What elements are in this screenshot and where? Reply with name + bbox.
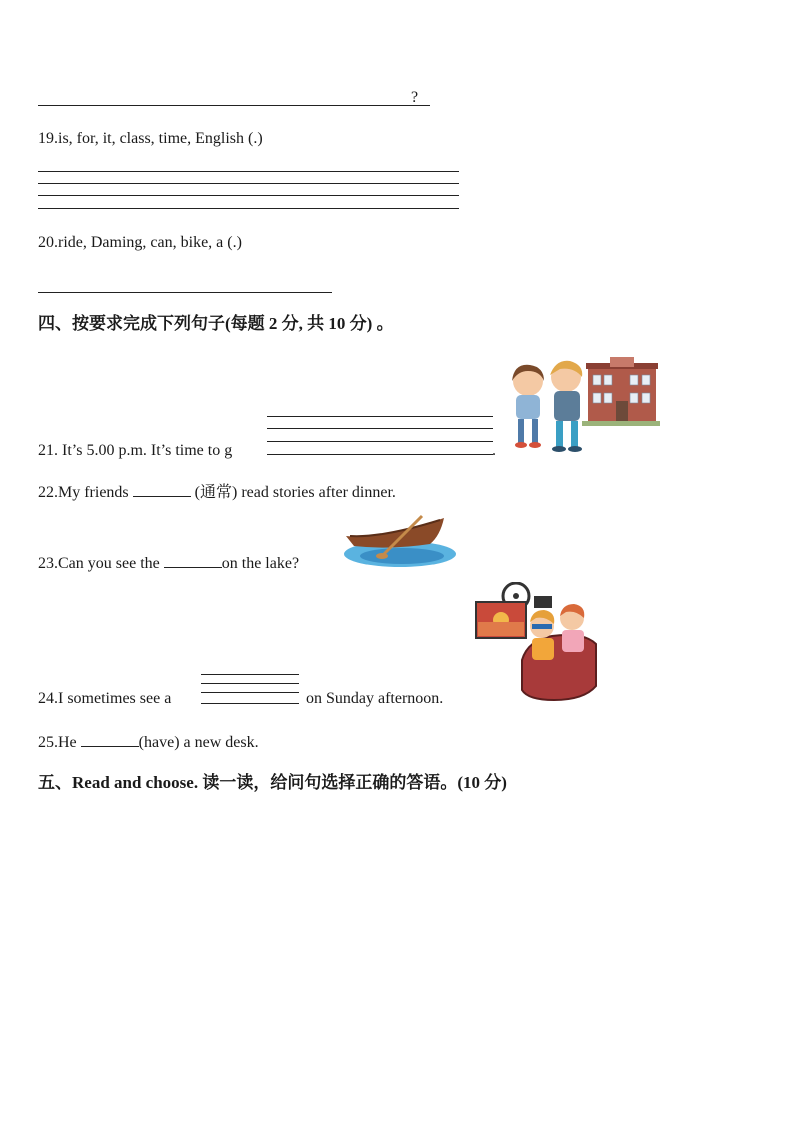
q25-line bbox=[38, 732, 259, 753]
q22-prompt: 22.My friends bbox=[38, 484, 129, 501]
q21-answer-line-4[interactable] bbox=[267, 454, 493, 455]
q24-answer-line-1[interactable] bbox=[201, 674, 299, 675]
q21-answer-line-2[interactable] bbox=[267, 428, 493, 429]
section-5-heading-en: 五、Read and choose. bbox=[38, 773, 199, 792]
q24-prompt: 24.I sometimes see a bbox=[38, 690, 172, 707]
kids-school-illustration bbox=[500, 357, 660, 457]
q23-line bbox=[38, 553, 299, 574]
q20-answer-line[interactable] bbox=[38, 292, 332, 293]
section-5-heading-cn: 读一读，给问句选择正确的答语。(10 分) bbox=[202, 773, 507, 792]
q22-hint: (通常) read stories after dinner. bbox=[194, 484, 396, 501]
q21-end-period: . bbox=[492, 442, 496, 459]
family-film-illustration bbox=[474, 582, 600, 706]
q21-prompt: 21. It’s 5.00 p.m. It’s time to g bbox=[38, 442, 233, 459]
q19-answer-line-4[interactable] bbox=[38, 208, 459, 209]
q21-answer-line-3[interactable] bbox=[267, 441, 493, 442]
q24-suffix: on Sunday afternoon. bbox=[306, 690, 444, 707]
q19-answer-line-1[interactable] bbox=[38, 171, 459, 172]
q24-answer-line-2[interactable] bbox=[201, 683, 299, 684]
q25-prompt: 25.He bbox=[38, 734, 77, 751]
section-4-heading: 四、按要求完成下列句子(每题 2 分, 共 10 分) 。 bbox=[38, 314, 394, 333]
q19-answer-line-3[interactable] bbox=[38, 195, 459, 196]
rowboat-illustration bbox=[340, 510, 458, 572]
q18-question-mark: ? bbox=[411, 89, 419, 106]
q24-answer-line-4[interactable] bbox=[201, 703, 299, 704]
q25-suffix: (have) a new desk. bbox=[138, 734, 259, 751]
q20-prompt: 20.ride, Daming, can, bike, a (.) bbox=[38, 234, 242, 251]
section-5-heading bbox=[38, 773, 507, 793]
q23-blank[interactable] bbox=[164, 553, 222, 568]
q18-answer-line[interactable] bbox=[38, 105, 430, 106]
q19-prompt: 19.is, for, it, class, time, English (.) bbox=[38, 130, 263, 147]
q25-blank[interactable] bbox=[81, 732, 139, 747]
q21-answer-line-1[interactable] bbox=[267, 416, 493, 417]
q19-answer-line-2[interactable] bbox=[38, 183, 459, 184]
q22-blank[interactable] bbox=[133, 482, 191, 497]
q22-line bbox=[38, 482, 396, 503]
q23-suffix: on the lake? bbox=[221, 555, 300, 572]
q24-answer-line-3[interactable] bbox=[201, 692, 299, 693]
q23-prompt: 23.Can you see the bbox=[38, 555, 160, 572]
